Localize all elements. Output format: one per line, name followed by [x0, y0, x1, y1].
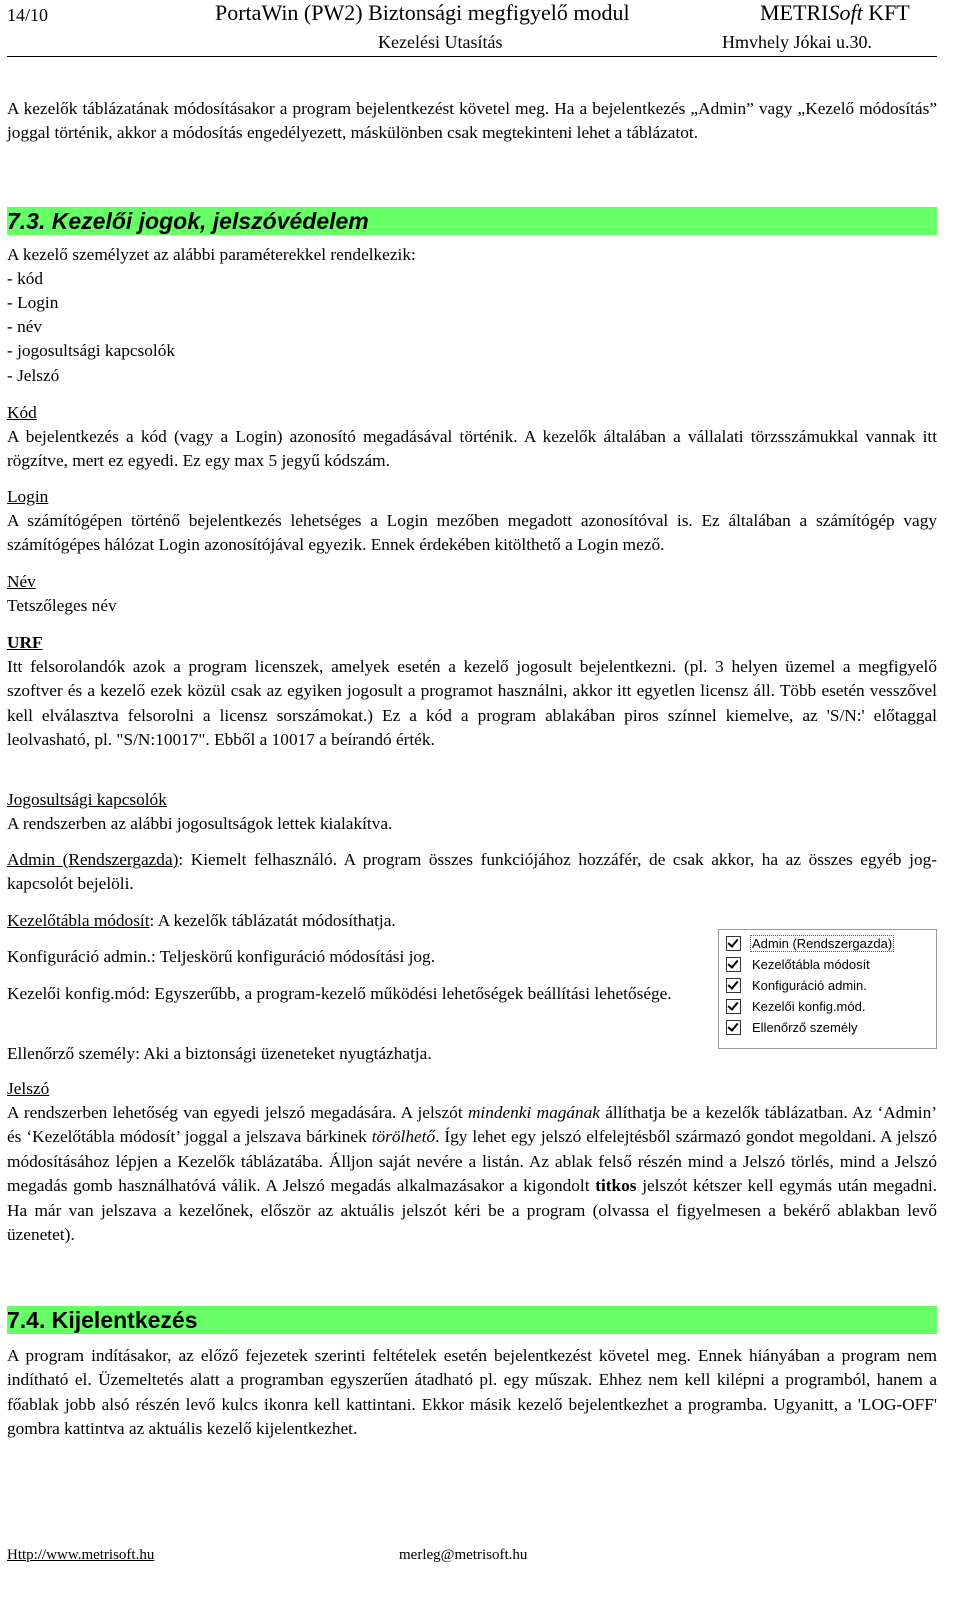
company-address: Hmvhely Jókai u.30. — [722, 32, 872, 52]
jog-paragraph: A rendszerben az alábbi jogosultságok lettek kialakítva. — [7, 814, 393, 833]
checkbox-konfig-admin[interactable] — [726, 975, 869, 995]
login-paragraph: A számítógépen történő bejelentkezés lehetséges a Login mezőben megadott azonosítóval is. Ez általában a számítógép vagy számítógépes hálózat Login azonosítójával egyezik. Ennek érdekében kitölthető a Login mező. — [7, 511, 937, 555]
section-heading-7-4: 7.4. Kijelentkezés — [7, 1306, 937, 1334]
jelszo-text: A rendszerben lehetőség van egyedi jelszó megadására. A jelszót — [7, 1103, 468, 1122]
kod-paragraph: A bejelentkezés a kód (vagy a Login) azonosító megadásával történik. A kezelők általában a vállalati törzsszámukkal vannak itt rögzítve, mert ez egyedi. Ez egy max 5 jegyű kódszám. — [7, 427, 937, 471]
checkbox-checked-icon — [726, 1020, 741, 1035]
checkbox-kezeloi-konfig[interactable] — [726, 996, 867, 1016]
param-item: - Jelszó — [7, 366, 60, 385]
company-name: METRISoft KFT — [760, 0, 910, 25]
jelszo-emphasis: mindenki magának — [467, 1103, 600, 1122]
section-heading-7-3: 7.3. Kezelői jogok, jelszóvédelem — [7, 207, 937, 235]
checkbox-admin[interactable] — [726, 933, 894, 953]
kezeloi-konfig-paragraph: Kezelői konfig.mód: Egyszerűbb, a program-kezelő működési lehetőségek beállítási lehetősége. — [7, 984, 672, 1003]
checkbox-checked-icon — [726, 999, 741, 1014]
jog-title: Jogosultsági kapcsolók — [7, 790, 167, 809]
konfig-admin-paragraph: Konfiguráció admin.: Teljeskörű konfiguráció módosítási jog. — [7, 947, 436, 966]
param-item: - jogosultsági kapcsolók — [7, 341, 175, 360]
checkbox-checked-icon — [726, 978, 741, 993]
jelszo-text: jelszót kétszer kell egymás után megadni. Ha már van jelszava a kezelőnek, először az aktuális jelszót kéri be a program (olvassa el figyelmesen a bekérő ablakban levő üzenetet). — [7, 1176, 938, 1245]
kezelotabla-paragraph — [7, 909, 396, 933]
footer-url-link[interactable]: Http://www.metrisoft.hu — [7, 1547, 155, 1563]
checkbox-kezelotabla[interactable] — [726, 954, 872, 974]
admin-paragraph — [7, 848, 937, 897]
jelszo-title: Jelszó — [7, 1079, 50, 1098]
urf-paragraph: Itt felsorolandók azok a program licenszek, amelyek esetén a kezelő jogosult bejelentkezni. (pl. 3 helyen üzemel a megfigyelő szoftver és a kezelő ezek közül csak az egyiken jogosult a programot használni, akkor itt egyetlen licensz áll. Több esetén vesszővel kell elválasztva felsorolni a licensz sorszámokat.) Ez a kód a program ablakában piros színnel kiemelve, az 'S/N:' előtaggal leolvasható, pl. "S/N:10017". Ebből a 10017 a beírandó érték. — [7, 657, 937, 750]
jelszo-emphasis: törölhető — [371, 1127, 436, 1147]
urf-title: URF — [7, 633, 43, 652]
footer-email: merleg@metrisoft.hu — [399, 1547, 528, 1563]
checkbox-label: Kezelői konfig.mód. — [752, 998, 866, 1014]
checkbox-ellenorzo[interactable] — [726, 1017, 860, 1037]
document-title: PortaWin (PW2) Biztonsági megfigyelő modul — [215, 0, 630, 25]
ellenorzo-paragraph: Ellenőrző személy: Aki a biztonsági üzeneteket nyugtázhatja. — [7, 1044, 432, 1063]
checkbox-label: Ellenőrző személy — [752, 1019, 858, 1035]
page-number: 14/10 — [7, 5, 49, 25]
permission-checkbox-panel — [718, 929, 937, 1049]
checkbox-label: Konfiguráció admin. — [752, 977, 867, 993]
admin-text: : Kiemelt felhasználó. A program összes funkciójához hozzáfér, de csak akkor, ha az összes egyéb jog-kapcsolót bejelöli. — [7, 850, 937, 894]
param-item: - név — [7, 317, 43, 336]
document-subtitle: Kezelési Utasítás — [378, 32, 503, 52]
kezelotabla-label: Kezelőtábla módosít — [7, 911, 150, 930]
login-title: Login — [7, 487, 49, 506]
intro-paragraph: A kezelők táblázatának módosításakor a program bejelentkezést követel meg. Ha a bejelentkezés „Admin” vagy „Kezelő módosítás” joggal történik, akkor a módosítás engedélyezett, máskülönben csak megtekinteni lehet a táblázatot. — [7, 99, 937, 143]
checkbox-label: Admin (Rendszergazda) — [752, 935, 893, 951]
jelszo-bold: titkos — [595, 1176, 637, 1196]
admin-label: Admin (Rendszergazda) — [7, 850, 179, 869]
nev-paragraph: Tetszőleges név — [7, 596, 117, 615]
checkbox-checked-icon — [726, 957, 741, 972]
kezelotabla-text: : A kezelők táblázatát módosíthatja. — [149, 911, 396, 930]
header-rule — [7, 56, 937, 57]
kod-title: Kód — [7, 403, 37, 422]
checkbox-label: Kezelőtábla módosít — [752, 956, 870, 972]
checkbox-checked-icon — [726, 936, 741, 951]
param-item: - kód — [7, 269, 43, 288]
param-item: - Login — [7, 293, 59, 312]
jelszo-paragraph — [7, 1101, 937, 1247]
nev-title: Név — [7, 572, 36, 591]
params-lead: A kezelő személyzet az alábbi paraméterekkel rendelkezik: — [7, 245, 416, 264]
jelszo-text: állíthatja be a kezelők táblázatban. Az ‘Admin’ és ‘Kezelőtábla módosít’ joggal a jelszava bárkinek — [7, 1103, 937, 1147]
kijelentkezes-paragraph: A program indításakor, az előző fejezetek szerinti feltételek esetén bejelentkezést követel meg. Ennek hiányában a program nem indítható el. Üzemeltetés alatt a programban egyszerűen átadható pl. egy műszak. Ehhez nem kell kilépni a programból, hanem a főablak jobb alsó részén levő kulcs ikonra kell kattintani. Ekkor másik kezelő bejelentkezhet a programba. Ugyanitt, a 'LOG-OFF' gombra kattintva az aktuális kezelő kijelentkezhet. — [7, 1346, 937, 1439]
jelszo-text: . Így lehet egy jelszó elfelejtésből származó gondot megoldani. A jelszó módosításához lépjen a Kezelők táblázatába. Álljon saját nevére a listán. Az ablak felső részén mind a Jelszó törlés, mind a Jelszó megadás gomb használhatóvá válik. A Jelszó megadás alkalmazásakor a kigondolt — [7, 1127, 938, 1196]
